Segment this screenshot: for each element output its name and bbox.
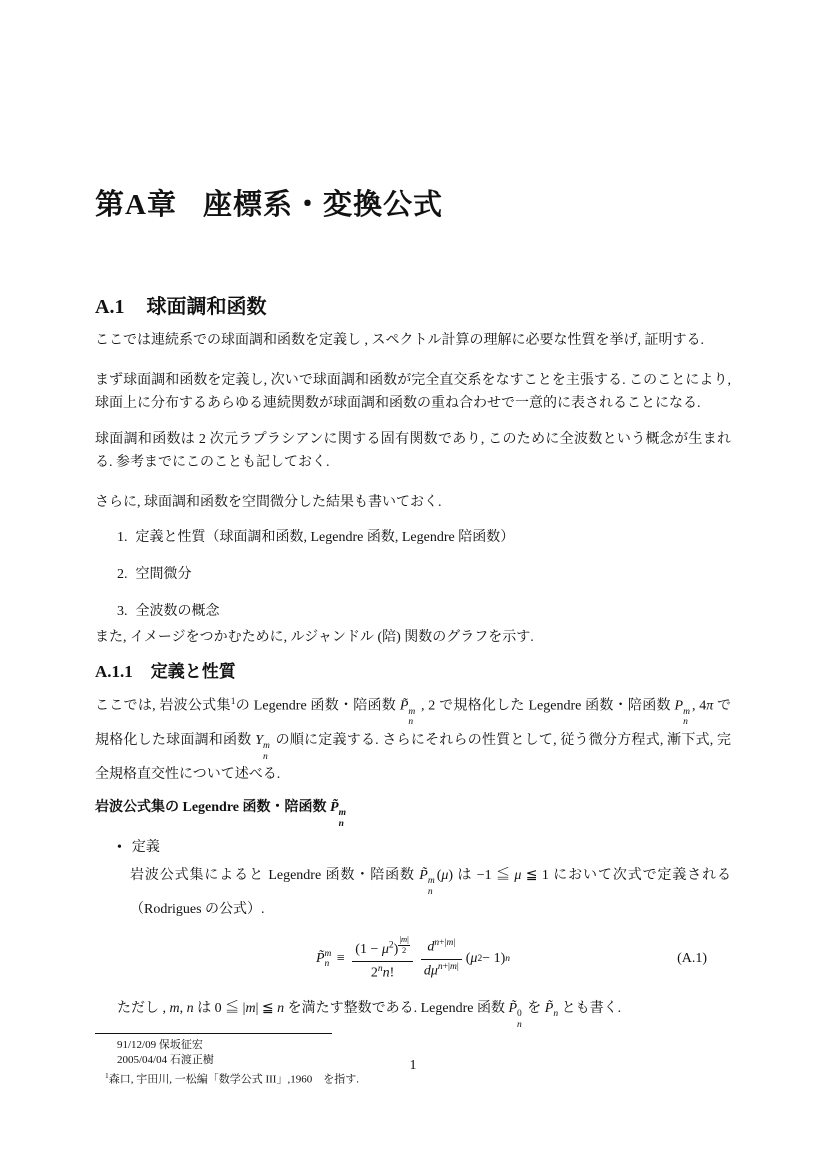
run-in-heading-iwanami: 岩波公式集の Legendre 函数・陪函数 P̃ m n [95, 799, 346, 829]
paragraph-after-equation: ただし , m, n は 0 ≦ |m| ≦ n を満たす整数である. Legendre 函数 P̃ 0 n を $P̃_n$ とも書く. [117, 1001, 622, 1030]
chapter-title: 座標系・変換公式 [202, 189, 443, 221]
footnote-author-date-1: 91/12/09 保坂征宏 [117, 1039, 203, 1052]
paragraph-graph-note: また, イメージをつかむために, ルジャンドル (陪) 関数のグラフを示す. [95, 630, 534, 645]
list-item-number: 1. [117, 530, 128, 545]
paragraph-laplacian: 球面調和函数は 2 次元ラプラシアンに関する固有関数であり, このために全波数という概念が生まれる. 参考までにこのことも記しておく. [95, 432, 731, 470]
list-item-number: 3. [117, 604, 128, 619]
bullet-label: 定義 [131, 840, 160, 856]
section-number: A.1 [95, 296, 125, 318]
section-heading [95, 294, 731, 320]
list-item [95, 526, 731, 549]
list-item-number: 2. [117, 567, 128, 582]
subsection-heading [95, 660, 731, 684]
footnote-rule [95, 1033, 332, 1034]
list-item-text: 定義と性質（球面調和函数, Legendre 函数, Legendre 陪函数） [135, 530, 515, 545]
page-number: 1 [409, 1058, 417, 1073]
text-column [95, 0, 731, 1088]
list-item-text: 空間微分 [135, 567, 192, 582]
paragraph-derivative: さらに, 球面調和函数を空間微分した結果も書いておく. [95, 495, 442, 510]
paragraph-orthogonality: まず球面調和函数を定義し, 次いで球面調和函数が完全直交系をなすことを主張する. このことにより, 球面上に分布するあらゆる連続関数が球面調和函数の重ね合わせで一意的に表されることになる. [95, 373, 731, 411]
footnote-citation: $^1$森口, 宇田川, 一松編「数学公式 III」,1960 を指す. [105, 1071, 359, 1087]
equation-block [95, 933, 731, 985]
topic-list [95, 526, 731, 623]
chapter-heading [95, 186, 731, 224]
list-item [95, 563, 731, 586]
paragraph-definitions-overview: ここでは, 岩波公式集$^1$の Legendre 函数・陪函数 P̃ m n , 2 で規格化した Legendre 函数・陪函数 P m n , 4π で規格化した球面調和函数 Y m n の順に定義する. さらにそれらの性質として, 従う微分方程式, 漸下式, 完全規格直交性について述べる. [95, 697, 732, 782]
section-title: 球面調和函数 [146, 296, 267, 318]
equation-a1: P̃ m n ≡ $(1 - \mu^2)$ $^{\frac{|m|}{2}}$ 2$^n$n! $\frac{d^{n+|m|}}{d\mu^{n+|m|}}$ ( μ 2 − 1) n [315, 933, 511, 981]
footnote-author-date-2: 2005/04/04 石渡正樹 [117, 1054, 214, 1067]
bullet-item-definition [95, 836, 731, 859]
subsection-number: A.1.1 [95, 662, 133, 681]
bullet-icon: • [117, 840, 122, 856]
equation-number: (A.1) [677, 951, 707, 967]
list-item-text: 全波数の概念 [135, 604, 220, 619]
chapter-number: 第A章 [95, 189, 177, 221]
paragraph-intro: ここでは連続系での球面調和函数を定義し , スペクトル計算の理解に必要な性質を挙げ, 証明する. [95, 333, 704, 348]
subsection-title: 定義と性質 [150, 662, 236, 681]
list-item [95, 600, 731, 623]
paragraph-rodrigues: 岩波公式集によると Legendre 函数・陪函数 P̃ m n (μ) は −1 ≦ μ ≦ 1 において次式で定義される（Rodrigues の公式）. [130, 868, 731, 918]
